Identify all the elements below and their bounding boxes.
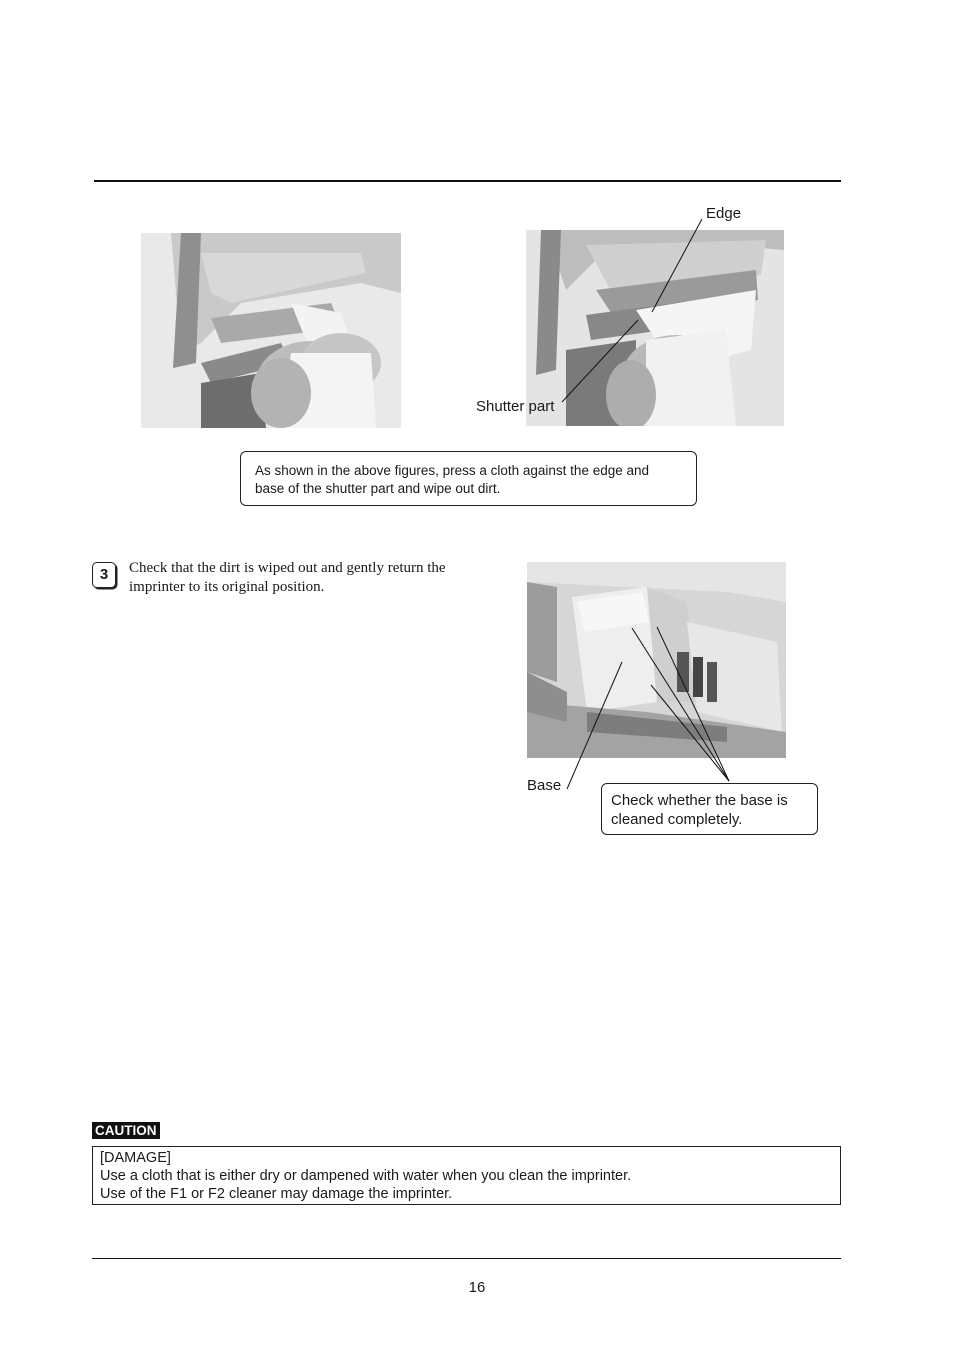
- photo-wiping-shutter-right: [526, 230, 784, 426]
- caution-line: [DAMAGE]: [100, 1150, 171, 1166]
- photo-wiping-shutter-left: [141, 233, 401, 428]
- edge-label: Edge: [706, 205, 742, 222]
- instruction-callout-text: As shown in the above figures, press a cloth against the edge and base of the shutter part and wipe out dirt.: [255, 463, 650, 496]
- check-note-text: Check whether the base is cleaned completely.: [611, 792, 788, 828]
- step-text: Check that the dirt is wiped out and gently return the imprinter to its original position.: [129, 560, 446, 595]
- photo-base-check: [527, 562, 786, 758]
- caution-box: [92, 1146, 841, 1205]
- footer-rule: [92, 1258, 841, 1259]
- base-label: Base: [527, 777, 562, 794]
- shutter-part-label: Shutter part: [476, 398, 555, 415]
- header-rule: [94, 180, 841, 182]
- caution-line: Use a cloth that is either dry or dampened with water when you clean the imprinter.: [100, 1168, 632, 1184]
- step-number-badge: 3: [92, 562, 116, 588]
- caution-badge: CAUTION: [92, 1122, 160, 1139]
- check-note-callout: [601, 783, 818, 835]
- instruction-callout: [240, 451, 697, 506]
- page-number: 16: [468, 1279, 486, 1296]
- caution-line: Use of the F1 or F2 cleaner may damage the imprinter.: [100, 1186, 453, 1202]
